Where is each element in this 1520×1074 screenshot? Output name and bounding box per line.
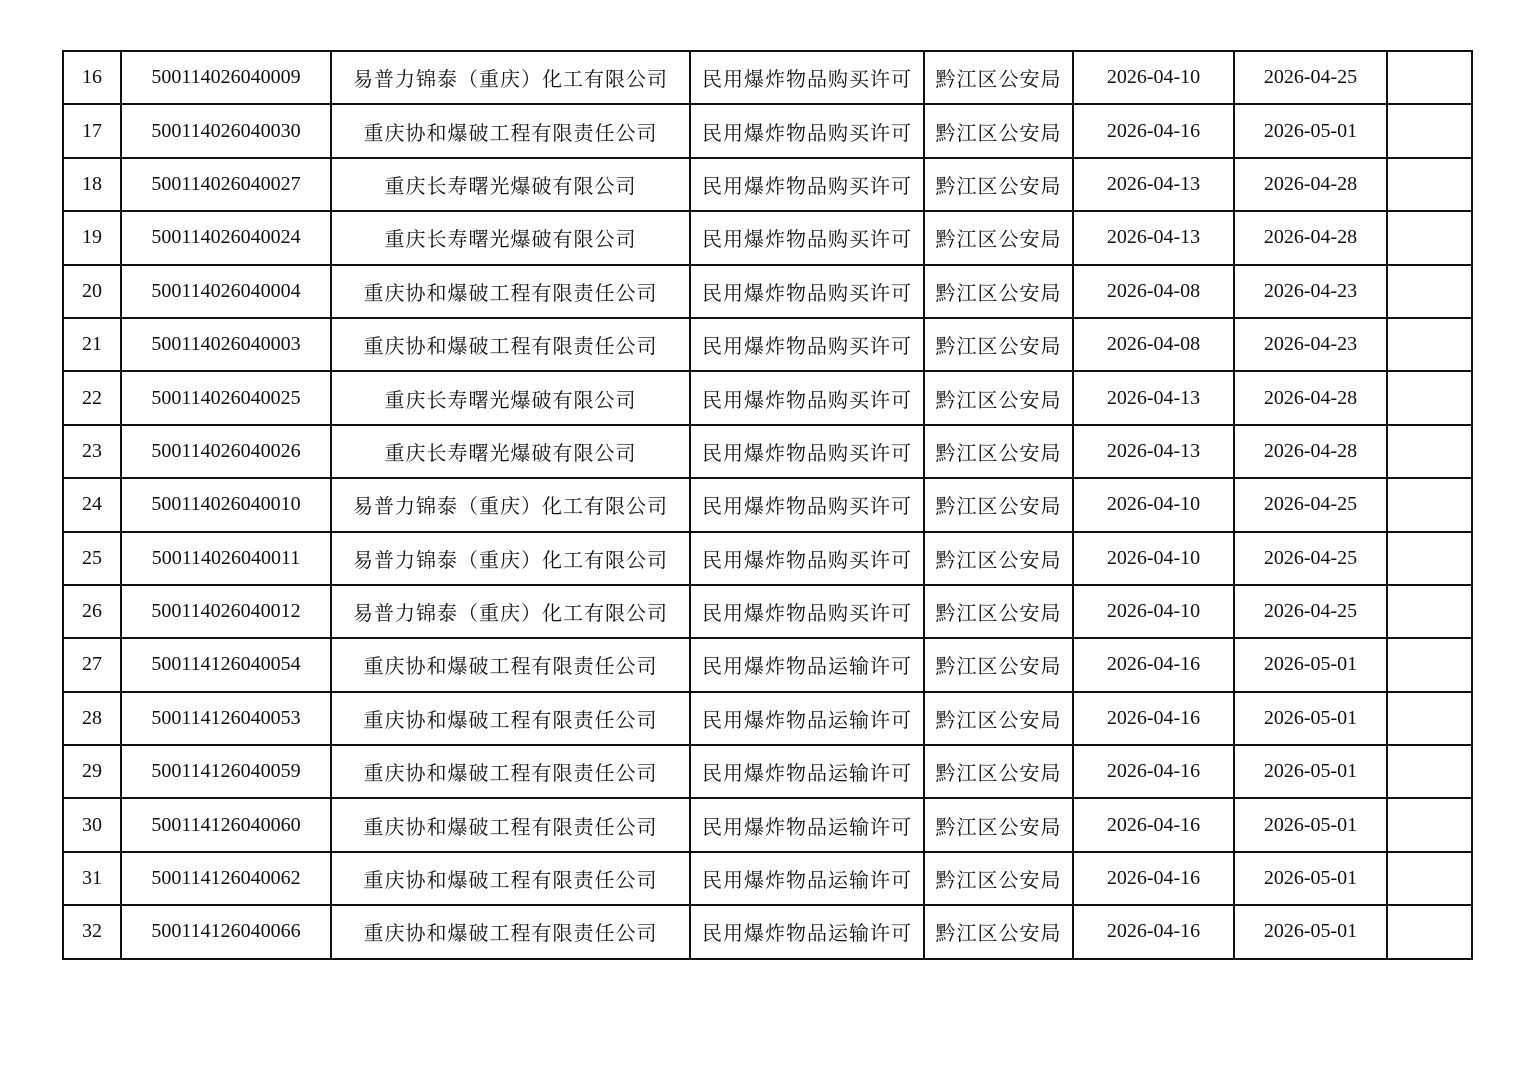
row-index-cell: 30: [63, 798, 121, 851]
issuing-authority-cell: 黔江区公安局: [924, 265, 1073, 318]
company-name-cell: 重庆协和爆破工程有限责任公司: [331, 692, 690, 745]
company-name-cell: 重庆协和爆破工程有限责任公司: [331, 745, 690, 798]
table-row: [63, 318, 1472, 371]
note-cell: [1387, 211, 1472, 264]
permit-table-body: [63, 51, 1472, 959]
end-date-cell: 2026-04-28: [1234, 371, 1387, 424]
permit-type-cell: 民用爆炸物品运输许可: [690, 638, 924, 691]
note-cell: [1387, 852, 1472, 905]
company-name-cell: 重庆长寿曙光爆破有限公司: [331, 425, 690, 478]
note-cell: [1387, 425, 1472, 478]
row-index-cell: 16: [63, 51, 121, 104]
permit-code-cell: 500114026040030: [121, 104, 331, 157]
start-date-cell: 2026-04-16: [1073, 905, 1234, 958]
issuing-authority-cell: 黔江区公安局: [924, 478, 1073, 531]
row-index-cell: 21: [63, 318, 121, 371]
table-row: [63, 478, 1472, 531]
end-date-cell: 2026-04-28: [1234, 211, 1387, 264]
issuing-authority-cell: 黔江区公安局: [924, 104, 1073, 157]
start-date-cell: 2026-04-16: [1073, 638, 1234, 691]
row-index-cell: 26: [63, 585, 121, 638]
end-date-cell: 2026-04-23: [1234, 318, 1387, 371]
start-date-cell: 2026-04-13: [1073, 371, 1234, 424]
row-index-cell: 32: [63, 905, 121, 958]
row-index-cell: 18: [63, 158, 121, 211]
row-index-cell: 20: [63, 265, 121, 318]
end-date-cell: 2026-04-25: [1234, 478, 1387, 531]
note-cell: [1387, 532, 1472, 585]
issuing-authority-cell: 黔江区公安局: [924, 371, 1073, 424]
permit-code-cell: 500114126040059: [121, 745, 331, 798]
table-row: [63, 211, 1472, 264]
row-index-cell: 19: [63, 211, 121, 264]
row-index-cell: 31: [63, 852, 121, 905]
permit-code-cell: 500114026040012: [121, 585, 331, 638]
end-date-cell: 2026-04-25: [1234, 532, 1387, 585]
permit-type-cell: 民用爆炸物品购买许可: [690, 104, 924, 157]
issuing-authority-cell: 黔江区公安局: [924, 585, 1073, 638]
note-cell: [1387, 585, 1472, 638]
end-date-cell: 2026-04-25: [1234, 585, 1387, 638]
company-name-cell: 易普力锦泰（重庆）化工有限公司: [331, 478, 690, 531]
permit-type-cell: 民用爆炸物品购买许可: [690, 51, 924, 104]
table-row: [63, 265, 1472, 318]
permit-code-cell: 500114026040025: [121, 371, 331, 424]
permit-type-cell: 民用爆炸物品运输许可: [690, 852, 924, 905]
issuing-authority-cell: 黔江区公安局: [924, 532, 1073, 585]
permit-type-cell: 民用爆炸物品购买许可: [690, 585, 924, 638]
start-date-cell: 2026-04-16: [1073, 798, 1234, 851]
row-index-cell: 24: [63, 478, 121, 531]
company-name-cell: 易普力锦泰（重庆）化工有限公司: [331, 585, 690, 638]
permit-type-cell: 民用爆炸物品运输许可: [690, 905, 924, 958]
table-row: [63, 532, 1472, 585]
permit-code-cell: 500114026040004: [121, 265, 331, 318]
row-index-cell: 23: [63, 425, 121, 478]
row-index-cell: 17: [63, 104, 121, 157]
issuing-authority-cell: 黔江区公安局: [924, 692, 1073, 745]
row-index-cell: 22: [63, 371, 121, 424]
table-row: [63, 852, 1472, 905]
table-row: [63, 425, 1472, 478]
end-date-cell: 2026-05-01: [1234, 692, 1387, 745]
company-name-cell: 易普力锦泰（重庆）化工有限公司: [331, 51, 690, 104]
start-date-cell: 2026-04-13: [1073, 158, 1234, 211]
table-row: [63, 638, 1472, 691]
start-date-cell: 2026-04-16: [1073, 745, 1234, 798]
note-cell: [1387, 692, 1472, 745]
end-date-cell: 2026-05-01: [1234, 638, 1387, 691]
note-cell: [1387, 905, 1472, 958]
note-cell: [1387, 104, 1472, 157]
permit-code-cell: 500114026040010: [121, 478, 331, 531]
permit-code-cell: 500114026040027: [121, 158, 331, 211]
table-row: [63, 692, 1472, 745]
end-date-cell: 2026-04-23: [1234, 265, 1387, 318]
company-name-cell: 重庆协和爆破工程有限责任公司: [331, 638, 690, 691]
note-cell: [1387, 158, 1472, 211]
start-date-cell: 2026-04-16: [1073, 852, 1234, 905]
note-cell: [1387, 265, 1472, 318]
start-date-cell: 2026-04-08: [1073, 318, 1234, 371]
end-date-cell: 2026-05-01: [1234, 798, 1387, 851]
row-index-cell: 27: [63, 638, 121, 691]
company-name-cell: 重庆长寿曙光爆破有限公司: [331, 211, 690, 264]
permit-type-cell: 民用爆炸物品运输许可: [690, 692, 924, 745]
end-date-cell: 2026-05-01: [1234, 905, 1387, 958]
note-cell: [1387, 798, 1472, 851]
row-index-cell: 25: [63, 532, 121, 585]
row-index-cell: 28: [63, 692, 121, 745]
start-date-cell: 2026-04-10: [1073, 478, 1234, 531]
permit-code-cell: 500114126040062: [121, 852, 331, 905]
note-cell: [1387, 745, 1472, 798]
row-index-cell: 29: [63, 745, 121, 798]
issuing-authority-cell: 黔江区公安局: [924, 745, 1073, 798]
permit-code-cell: 500114126040066: [121, 905, 331, 958]
end-date-cell: 2026-05-01: [1234, 104, 1387, 157]
permit-type-cell: 民用爆炸物品购买许可: [690, 371, 924, 424]
start-date-cell: 2026-04-08: [1073, 265, 1234, 318]
note-cell: [1387, 318, 1472, 371]
company-name-cell: 易普力锦泰（重庆）化工有限公司: [331, 532, 690, 585]
table-row: [63, 51, 1472, 104]
company-name-cell: 重庆协和爆破工程有限责任公司: [331, 905, 690, 958]
permit-type-cell: 民用爆炸物品购买许可: [690, 318, 924, 371]
start-date-cell: 2026-04-16: [1073, 692, 1234, 745]
start-date-cell: 2026-04-13: [1073, 211, 1234, 264]
note-cell: [1387, 371, 1472, 424]
issuing-authority-cell: 黔江区公安局: [924, 318, 1073, 371]
table-row: [63, 585, 1472, 638]
start-date-cell: 2026-04-10: [1073, 585, 1234, 638]
issuing-authority-cell: 黔江区公安局: [924, 852, 1073, 905]
permit-type-cell: 民用爆炸物品运输许可: [690, 745, 924, 798]
end-date-cell: 2026-04-25: [1234, 51, 1387, 104]
table-row: [63, 745, 1472, 798]
permit-type-cell: 民用爆炸物品购买许可: [690, 265, 924, 318]
issuing-authority-cell: 黔江区公安局: [924, 905, 1073, 958]
start-date-cell: 2026-04-16: [1073, 104, 1234, 157]
start-date-cell: 2026-04-10: [1073, 532, 1234, 585]
start-date-cell: 2026-04-10: [1073, 51, 1234, 104]
permit-table: [62, 50, 1473, 960]
company-name-cell: 重庆协和爆破工程有限责任公司: [331, 798, 690, 851]
note-cell: [1387, 638, 1472, 691]
company-name-cell: 重庆协和爆破工程有限责任公司: [331, 318, 690, 371]
permit-type-cell: 民用爆炸物品购买许可: [690, 211, 924, 264]
table-row: [63, 798, 1472, 851]
start-date-cell: 2026-04-13: [1073, 425, 1234, 478]
permit-type-cell: 民用爆炸物品购买许可: [690, 158, 924, 211]
permit-code-cell: 500114126040054: [121, 638, 331, 691]
permit-type-cell: 民用爆炸物品购买许可: [690, 425, 924, 478]
permit-code-cell: 500114126040053: [121, 692, 331, 745]
permit-type-cell: 民用爆炸物品运输许可: [690, 798, 924, 851]
issuing-authority-cell: 黔江区公安局: [924, 51, 1073, 104]
issuing-authority-cell: 黔江区公安局: [924, 638, 1073, 691]
issuing-authority-cell: 黔江区公安局: [924, 425, 1073, 478]
permit-code-cell: 500114026040009: [121, 51, 331, 104]
note-cell: [1387, 51, 1472, 104]
issuing-authority-cell: 黔江区公安局: [924, 798, 1073, 851]
company-name-cell: 重庆长寿曙光爆破有限公司: [331, 158, 690, 211]
table-row: [63, 371, 1472, 424]
issuing-authority-cell: 黔江区公安局: [924, 158, 1073, 211]
issuing-authority-cell: 黔江区公安局: [924, 211, 1073, 264]
table-row: [63, 158, 1472, 211]
end-date-cell: 2026-05-01: [1234, 745, 1387, 798]
company-name-cell: 重庆协和爆破工程有限责任公司: [331, 265, 690, 318]
end-date-cell: 2026-05-01: [1234, 852, 1387, 905]
permit-code-cell: 500114026040011: [121, 532, 331, 585]
permit-type-cell: 民用爆炸物品购买许可: [690, 532, 924, 585]
company-name-cell: 重庆长寿曙光爆破有限公司: [331, 371, 690, 424]
table-row: [63, 905, 1472, 958]
end-date-cell: 2026-04-28: [1234, 158, 1387, 211]
permit-code-cell: 500114026040024: [121, 211, 331, 264]
company-name-cell: 重庆协和爆破工程有限责任公司: [331, 104, 690, 157]
permit-code-cell: 500114026040003: [121, 318, 331, 371]
permit-code-cell: 500114126040060: [121, 798, 331, 851]
table-row: [63, 104, 1472, 157]
permit-type-cell: 民用爆炸物品购买许可: [690, 478, 924, 531]
company-name-cell: 重庆协和爆破工程有限责任公司: [331, 852, 690, 905]
note-cell: [1387, 478, 1472, 531]
end-date-cell: 2026-04-28: [1234, 425, 1387, 478]
permit-code-cell: 500114026040026: [121, 425, 331, 478]
